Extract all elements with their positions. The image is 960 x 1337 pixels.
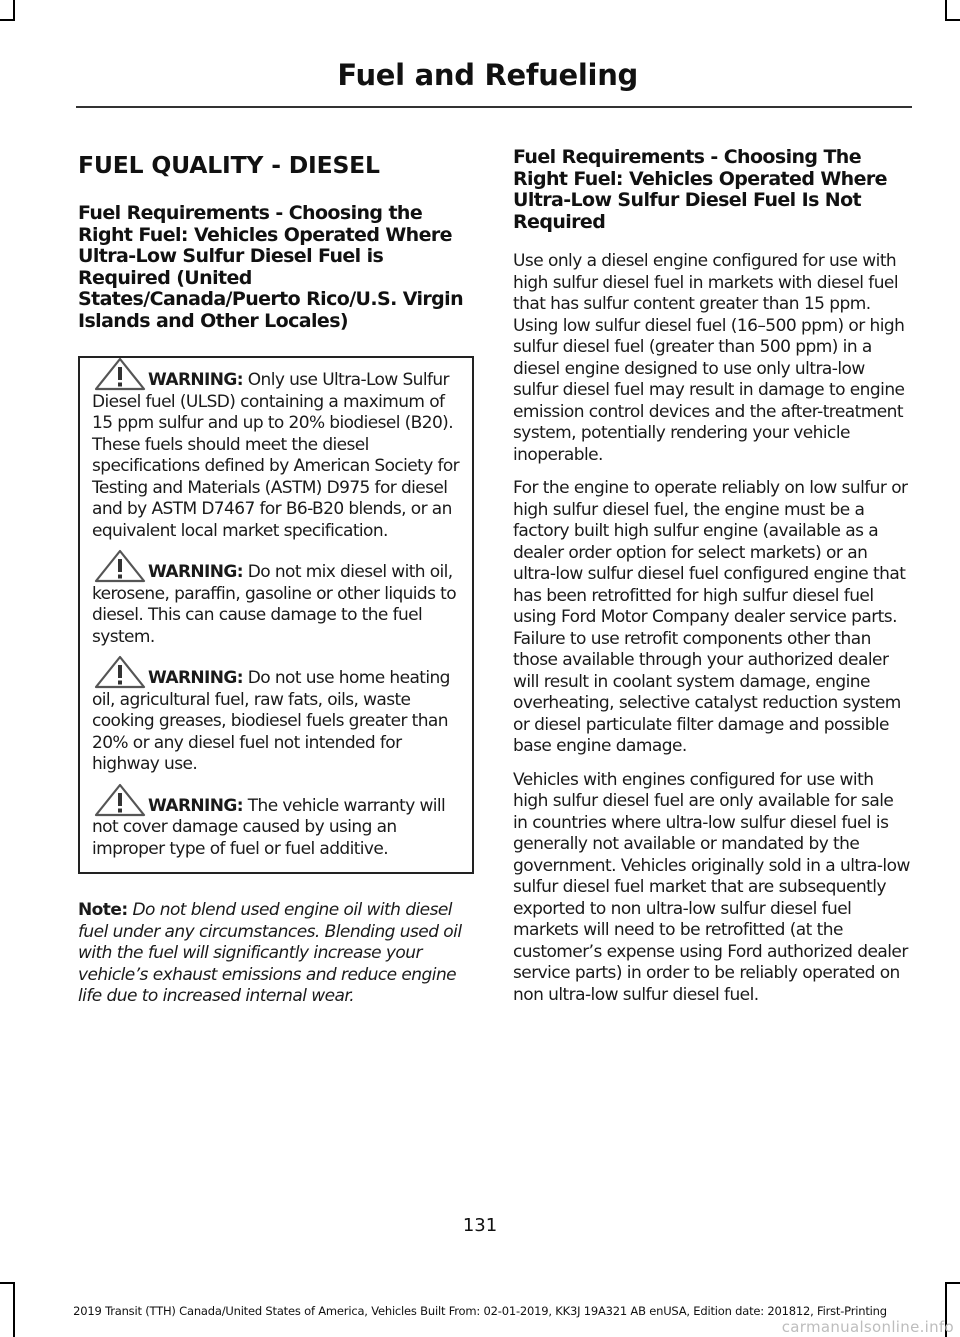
warning-label: WARNING: [148, 668, 243, 688]
note-text: Do not blend used engine oil with diesel fuel under any circumstances. Blending used oil with the fuel will significantly increase your vehicle’s exhaust emissions and reduce engine life due to increased internal wear. [78, 900, 462, 1006]
warning-item [92, 668, 464, 776]
warning-item [92, 796, 464, 861]
warning-item [92, 562, 464, 648]
warning-triangle-icon [94, 655, 146, 691]
warning-body: Do not use home heating oil, agricultural fuel, raw fats, oils, waste cooking greases, biodiesel fuels greater than 20% or any diesel fuel not intended for highway use. [92, 668, 450, 774]
crop-mark-bottom-left-h [0, 1282, 15, 1284]
header-divider [76, 106, 912, 108]
crop-mark-top-right-h [945, 19, 960, 21]
crop-mark-top-left-h [0, 19, 15, 21]
right-column [513, 145, 911, 1018]
warning-item [92, 370, 464, 542]
warning-body: Do not mix diesel with oil, kerosene, paraffin, gasoline or other liquids to diesel. This can cause damage to the fuel system. [92, 562, 457, 647]
note-paragraph [78, 900, 476, 1008]
warning-label: WARNING: [148, 370, 243, 390]
warning-triangle-icon [94, 783, 146, 819]
body-paragraph: For the engine to operate reliably on low sulfur or high sulfur diesel fuel, the engine must be a factory built high sulfur engine (available as a dealer order option for select markets) or an ultra-low sulfur diesel fuel configured engine that has been retrofitted for high sulfur diesel fuel using Ford Motor Company dealer service parts. Failure to use retrofit components other than those available through your authorized dealer will result in coolant system damage, engine overheating, selective catalyst reduction system or diesel particulate filter damage and possible base engine damage. [513, 478, 908, 756]
warning-label: WARNING: [148, 562, 243, 582]
warning-body: The vehicle warranty will not cover damage caused by using an improper type of fuel or fuel additive. [92, 795, 446, 859]
crop-mark-top-left-v [13, 0, 15, 20]
warning-text [92, 668, 464, 776]
left-column [78, 145, 476, 1025]
warnings-box [78, 356, 474, 874]
left-subheading: Fuel Requirements - Choosing the Right Fuel: Vehicles Operated Where Ultra-Low Sulfur Diesel Fuel is Required (United States/Canada/Puerto Rico/U.S. Virgin Islands and Other Locales) [78, 202, 463, 332]
warning-text [92, 562, 464, 648]
body-paragraph: Use only a diesel engine configured for use with high sulfur diesel fuel in markets with diesel fuel that has sulfur content greater than 15 ppm. Using low sulfur diesel fuel (16–500 ppm) or high sulfur diesel fuel (greater than 500 ppm) in a diesel engine designed to use only ultra-low sulfur diesel fuel may result in damage to engine emission control devices and the after-treatment system, potentially rendering your vehicle inoperable. [513, 251, 905, 465]
page-number: 131 [462, 1215, 498, 1236]
warning-text [92, 796, 464, 861]
crop-mark-bottom-right-h [945, 1282, 960, 1284]
footer-edition-info: 2019 Transit (TTH) Canada/United States of America, Vehicles Built From: 02-01-2019, KK3J 19A321 AB enUSA, Edition date: 201812, First-Printing [73, 1304, 887, 1318]
section-title: FUEL QUALITY - DIESEL [78, 151, 380, 179]
crop-mark-top-right-v [945, 0, 947, 20]
right-subheading: Fuel Requirements - Choosing The Right Fuel: Vehicles Operated Where Ultra-Low Sulfur Diesel Fuel Is Not Required [513, 146, 887, 233]
warning-label: WARNING: [148, 795, 243, 816]
body-paragraph: Vehicles with engines configured for use with high sulfur diesel fuel are only available for sale in countries where ultra-low sulfur diesel fuel is generally not available or mandated by the government. Vehicles originally sold in a ultra-low sulfur diesel fuel market that are subsequently exported to non ultra-low sulfur diesel fuel markets will need to be retrofitted (at the customer’s expense using Ford authorized dealer service parts) in order to be reliably operated on non ultra-low sulfur diesel fuel. [513, 769, 910, 1005]
watermark: carmanualsonline.info [781, 1318, 954, 1336]
warning-body: Only use Ultra-Low Sulfur Diesel fuel (ULSD) containing a maximum of 15 ppm sulfur and up to 20% biodiesel (B20). These fuels should meet the diesel specifications defined by American Society for Testing and Materials (ASTM) D975 for diesel and by ASTM D7467 for B6-B20 blends, or an equivalent local market specification. [92, 370, 460, 541]
page-header-title: Fuel and Refueling [337, 58, 638, 92]
warning-text [92, 370, 464, 542]
warning-triangle-icon [94, 357, 146, 393]
warning-triangle-icon [94, 549, 146, 585]
note-label: Note: [78, 900, 128, 920]
